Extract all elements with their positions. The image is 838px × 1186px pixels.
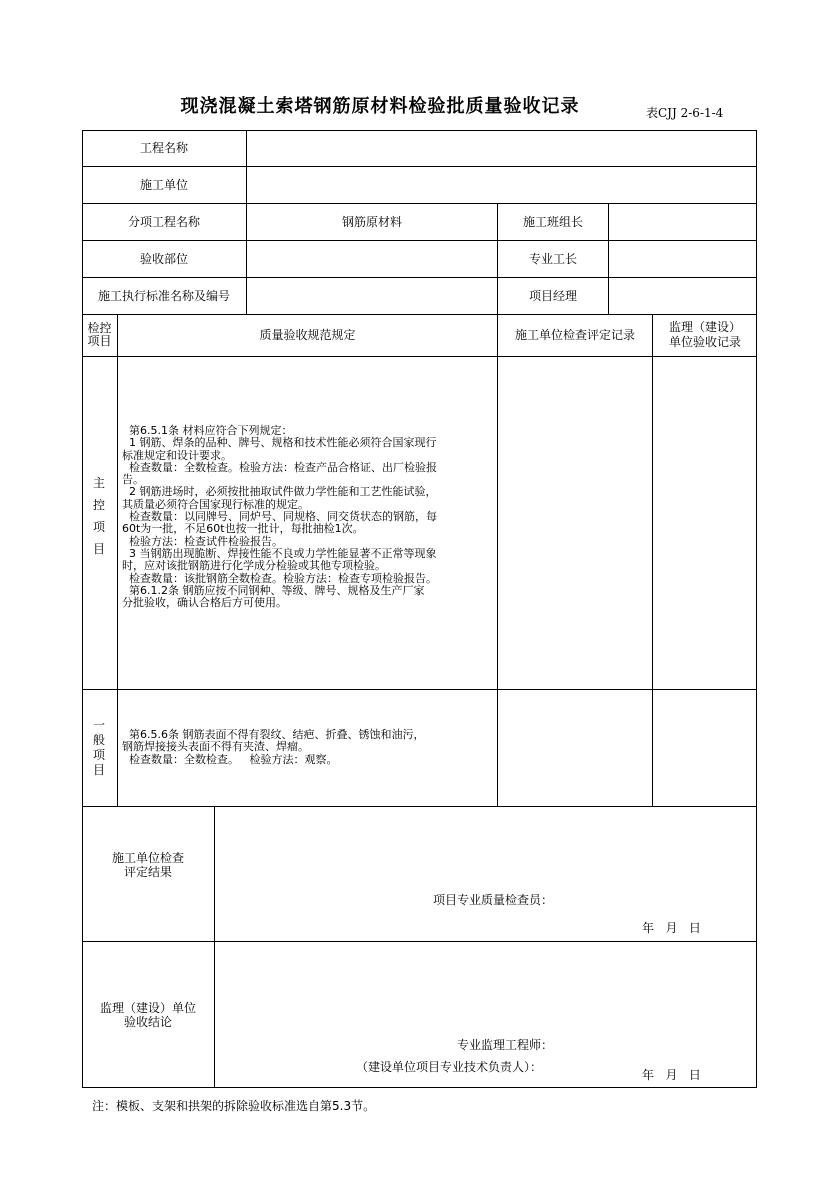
quality-inspector-label: 项目专业质量检查员：	[433, 893, 554, 907]
general-items-clause: 第6.5.6条 钢筋表面不得有裂纹、结疤、折叠、锈蚀和油污， 钢筋焊接接头表面不得有夹渣、焊瘤。 检查数量：全数检查。 检验方法：观察。	[122, 728, 425, 766]
supervising-engineer-label: 专业监理工程师：	[457, 1038, 554, 1052]
construction-record-heading: 施工单位检查评定记录	[514, 328, 635, 342]
spec-heading: 质量验收规范规定	[259, 328, 356, 342]
subitem-label: 分项工程名称	[127, 214, 200, 229]
subitem-value[interactable]: 钢筋原材料	[341, 214, 402, 229]
footnote: 注：模板、支架和拱架的拆除验收标准选自第5.3节。	[92, 1099, 376, 1113]
form-title: 现浇混凝土索塔钢筋原材料检验批质量验收记录	[180, 96, 580, 117]
general-items-construction-record[interactable]	[498, 690, 652, 806]
acceptance-part-value[interactable]	[247, 240, 497, 277]
project-manager-value[interactable]	[609, 277, 757, 314]
supervision-result-label: 监理（建设）单位 验收结论	[99, 1001, 196, 1029]
supervision-record-heading: 监理（建设） 单位验收记录	[668, 320, 741, 349]
main-items-construction-record[interactable]	[498, 357, 652, 689]
main-items-label: 主 控 项 目	[92, 476, 105, 556]
form-code: 表CJJ 2-6-1-4	[646, 106, 724, 120]
standard-value[interactable]	[247, 277, 497, 314]
construction-unit-label: 施工单位	[139, 177, 188, 192]
foreman-label: 专业工长	[528, 251, 577, 266]
project-manager-label: 项目经理	[528, 288, 577, 303]
construction-result-date: 年 月 日	[642, 921, 701, 935]
row-divider	[82, 806, 757, 807]
supervision-result-date: 年 月 日	[642, 1068, 701, 1082]
control-item-heading: 检控 项目	[87, 321, 112, 348]
acceptance-part-label: 验收部位	[139, 251, 188, 266]
main-items-clause: 第6.5.1条 材料应符合下列规定： 1 钢筋、焊条的品种、牌号、规格和技术性能必须符合国家现行 标准规定和设计要求。 检查数量：全数检查。检验方法：检查产品合格证、出厂检验报 告。 2 钢筋进场时，必须按批抽取试件做力学性能和工艺性能试验， 其质量必须符合国家现行标准的规定。 检查数量：以同牌号、同炉号、同规格、同交货状态的钢筋，每 60t为一批，不足60t也按一批计，每批抽检1次。 检验方法：检查试件检验报告。 3 当钢筋出现脆断、焊接性能不良或力学性能显著不正常等现象 时，应对该批钢筋进行化学成分检验或其他专项检验。 检查数量：该批钢筋全数检查。检验方法：检查专项检验报告。 第6.1.2条 钢筋应按不同钢种、等级、牌号、规格及生产厂家 分批验收，确认合格后方可使用。	[122, 424, 437, 610]
row-divider	[82, 941, 757, 942]
owner-technical-lead-label: （建设单位项目专业技术负责人）：	[356, 1060, 543, 1074]
column-divider	[214, 806, 215, 1088]
team-leader-value[interactable]	[609, 203, 757, 240]
main-items-supervision-record[interactable]	[653, 357, 757, 689]
construction-unit-value[interactable]	[247, 166, 757, 203]
general-items-supervision-record[interactable]	[653, 690, 757, 806]
standard-label: 施工执行标准名称及编号	[97, 288, 230, 303]
foreman-value[interactable]	[609, 240, 757, 277]
construction-result-label: 施工单位检查 评定结果	[111, 851, 184, 879]
project-name-value[interactable]	[247, 130, 757, 166]
project-name-label: 工程名称	[139, 141, 188, 155]
team-leader-label: 施工班组长	[522, 214, 583, 229]
column-divider	[117, 314, 118, 806]
general-items-label: 一 般 项 目	[92, 718, 105, 777]
